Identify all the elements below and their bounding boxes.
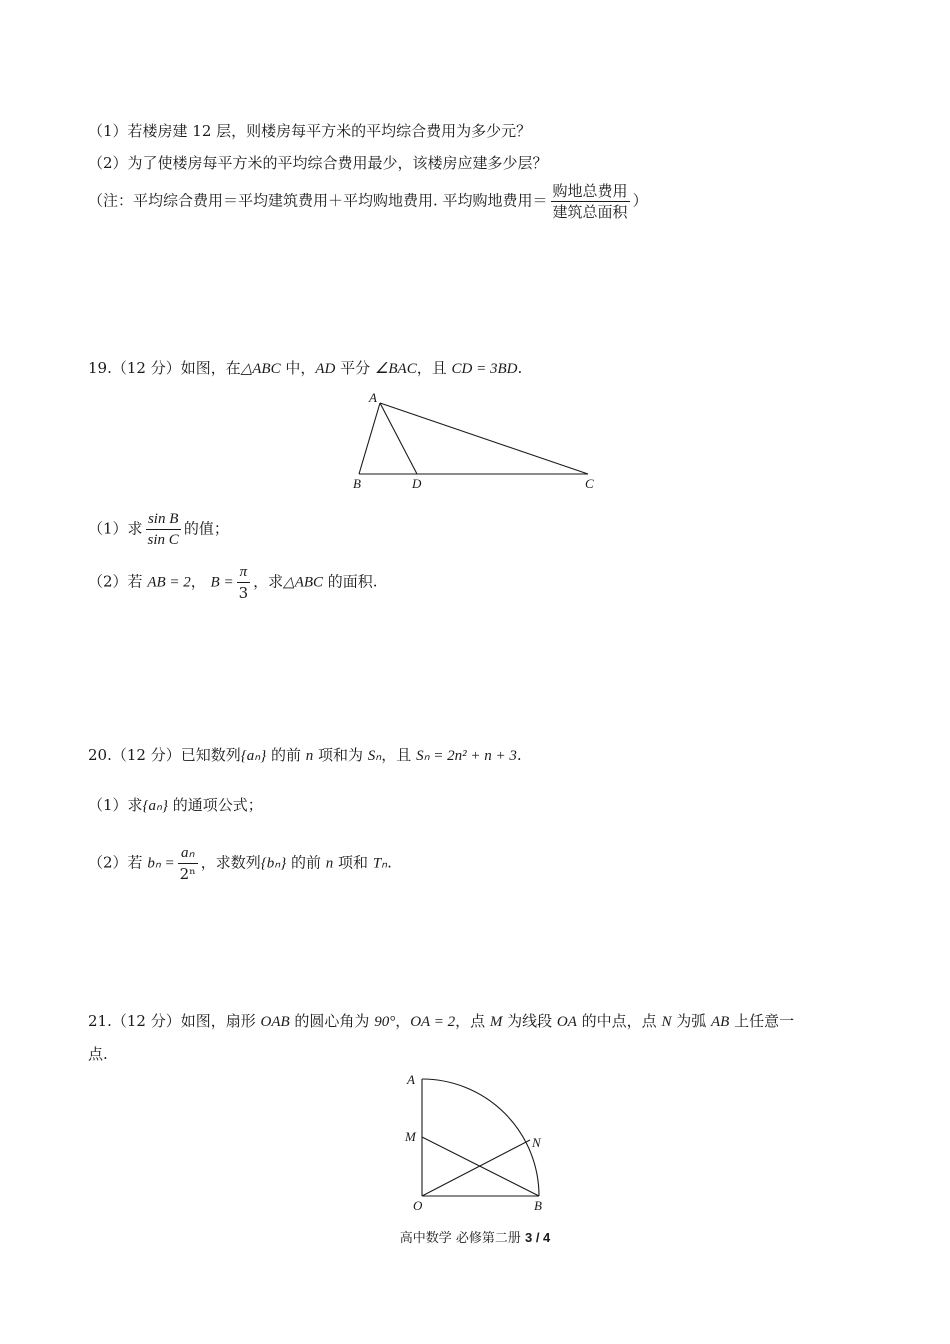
q21-oa: OA [556, 1014, 577, 1030]
q18-note-numerator: 购地总费用 [552, 182, 628, 200]
q20-part2-prefix: （2）若 [88, 853, 148, 872]
q19-part2 [88, 562, 378, 603]
q19-part2-triangle: △ABC [283, 574, 324, 591]
q19-part1-numerator: sin B [146, 509, 181, 530]
q19-part2-b: B = [210, 574, 234, 591]
q21-arc-ab: AB [711, 1014, 730, 1030]
q19-part1-suffix: 的值； [183, 519, 229, 538]
label-b: B [534, 1198, 542, 1213]
q20-end: . [516, 746, 522, 764]
label-n: N [532, 1135, 541, 1150]
q19-part2-suffix: 的面积. [323, 572, 378, 591]
q20-stem [88, 744, 522, 767]
label-m: M [405, 1129, 416, 1144]
q19-stem [88, 357, 522, 380]
q19-text-2: 平分 [335, 359, 375, 377]
q21-text-1: 的圆心角为 [289, 1012, 375, 1030]
q19-part2-ab: AB = 2 [147, 574, 191, 591]
q19-part1-prefix: （1）求 [88, 519, 143, 538]
q21-degree: 90° [374, 1014, 396, 1030]
side-ab [359, 403, 380, 474]
q19-triangle: △ABC [240, 361, 281, 377]
label-a: A [407, 1072, 415, 1087]
q19-triangle-figure [340, 388, 610, 494]
q18-note-prefix: （注：平均综合费用＝平均建筑费用＋平均购地费用. 平均购地费用＝ [88, 191, 548, 210]
page-number: 3 / 4 [524, 1230, 551, 1245]
q19-text-1: 中， [280, 359, 316, 377]
q21-text-4: 为线段 [502, 1012, 557, 1030]
q20-part2-fraction [178, 843, 198, 884]
q20-part2-text-3: 项和 [333, 853, 373, 872]
q19-ad: AD [315, 361, 336, 377]
q20-part1-prefix: （1）求 [88, 796, 143, 814]
q20-part1 [88, 794, 263, 817]
q19-head: 19.（12 分）如图，在 [88, 359, 241, 377]
q18-note-suffix: ） [632, 191, 648, 210]
q21-text-5: 的中点，点 [576, 1012, 662, 1030]
q21-text-2: ， [395, 1012, 411, 1030]
q20-part2-mid: ，求数列 [200, 853, 261, 872]
q19-part1-denominator: sin C [147, 532, 179, 548]
label-c: C [585, 476, 594, 491]
q20-part2-numerator: aₙ [178, 843, 198, 864]
page-footer [0, 1227, 950, 1246]
label-d: D [412, 476, 422, 491]
q20-part2-bn: bₙ = [147, 855, 175, 872]
q20-sn: Sₙ [367, 748, 382, 764]
q21-point-n: N [661, 1014, 672, 1030]
q20-text-1: 的前 [266, 746, 306, 764]
q20-text-3: ，且 [381, 746, 417, 764]
q18-note-fraction [551, 181, 630, 222]
q20-text-2: 项和为 [313, 746, 368, 764]
q20-part1-seq: {aₙ} [142, 798, 169, 814]
footer-text: 高中数学 必修第二册 [399, 1231, 525, 1246]
q19-part2-sep: ， [190, 572, 211, 591]
q20-formula: Sₙ = 2n² + n + 3 [416, 748, 517, 764]
label-b: B [353, 476, 361, 491]
q18-part2: （2）为了使楼房每平方米的平均综合费用最少，该楼房应建多少层？ [88, 154, 548, 172]
q21-stem-line2: 点. [88, 1045, 108, 1063]
q20-part2-seq: {bₙ} [260, 855, 287, 872]
q18-part1: （1）若楼房建 12 层，则楼房每平方米的平均综合费用为多少元？ [88, 122, 532, 140]
q20-part2-n: n [325, 855, 334, 872]
q19-part2-prefix: （2）若 [88, 572, 148, 591]
q21-text-6: 为弧 [671, 1012, 712, 1030]
q21-text-3: ，点 [455, 1012, 490, 1030]
q21-stem-line1 [88, 1010, 794, 1033]
q20-n: n [305, 748, 314, 764]
arc-ab [422, 1079, 539, 1196]
label-a: A [369, 390, 377, 405]
q20-part2 [88, 843, 392, 884]
q20-head: 20.（12 分）已知数列 [88, 746, 241, 764]
q20-part2-tn: Tₙ [372, 855, 388, 872]
q21-oab: OAB [260, 1014, 290, 1030]
q19-angle: ∠BAC [374, 361, 417, 377]
q21-point-m: M [489, 1014, 503, 1030]
q19-part2-mid: ，求 [253, 572, 284, 591]
segment-on [422, 1140, 530, 1196]
q21-head: 21.（12 分）如图，扇形 [88, 1012, 261, 1030]
q20-part2-text-2: 的前 [286, 853, 326, 872]
q19-text-3: ，且 [416, 359, 452, 377]
label-o: O [413, 1198, 423, 1213]
q19-condition: CD = 3BD [451, 361, 518, 377]
q19-part2-denominator: 3 [238, 584, 249, 602]
q21-oa-value: OA = 2 [410, 1014, 456, 1030]
q18-note-denominator: 建筑总面积 [552, 203, 628, 221]
q20-part2-denominator: 2ⁿ [179, 865, 196, 883]
q19-part1-fraction [146, 509, 181, 550]
q19-part2-numerator: π [237, 562, 251, 583]
q21-text-7: 上任意一 [729, 1012, 795, 1030]
q20-part1-suffix: 的通项公式； [168, 796, 263, 814]
q20-seq-a: {aₙ} [240, 748, 267, 764]
q21-sector-figure [398, 1068, 558, 1216]
q19-part2-fraction [237, 562, 251, 603]
q18-note [88, 181, 648, 222]
q19-part1 [88, 509, 229, 550]
q19-end: . [517, 359, 523, 377]
q20-part2-end: . [387, 853, 392, 872]
